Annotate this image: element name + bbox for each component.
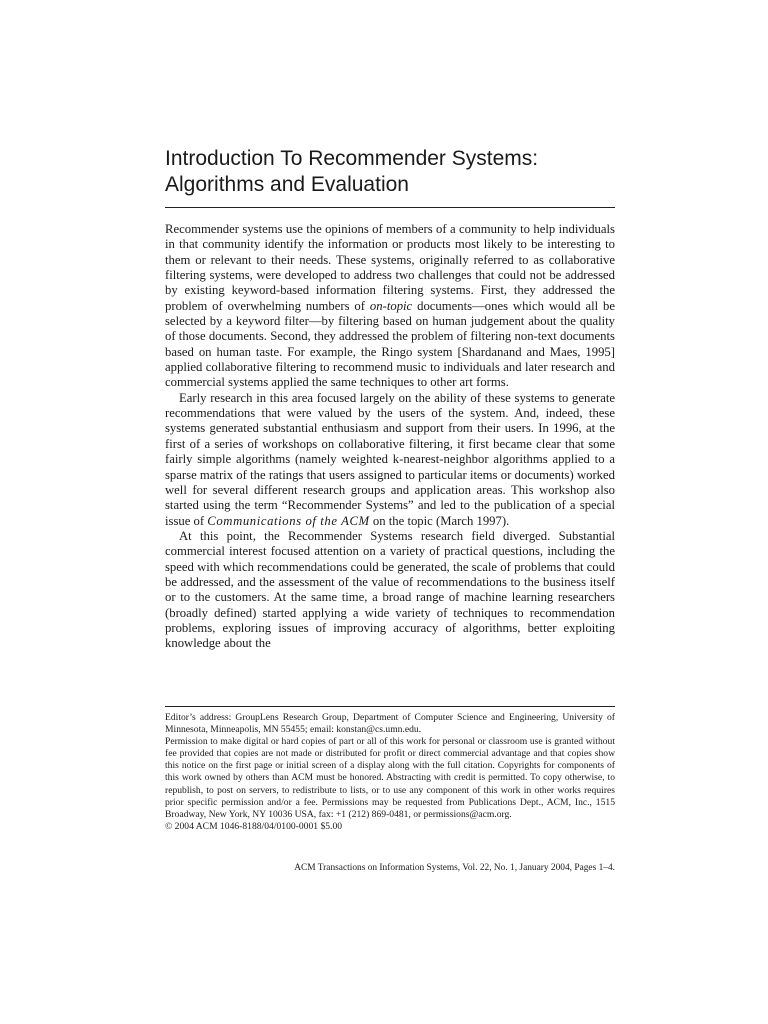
footnote-rule <box>165 706 615 707</box>
paragraph-2 <box>165 391 615 529</box>
title-line-2: Algorithms and Evaluation <box>165 173 409 196</box>
editor-address: Editor’s address: GroupLens Research Group, Department of Computer Science and Engineering, University of Minnesota, Minneapolis, MN 55455; email: konstan@cs.umn.edu. <box>165 712 615 736</box>
permission-notice: Permission to make digital or hard copies of part or all of this work for personal or classroom use is granted without fee provided that copies are not made or distributed for profit or direct commercial advantage and that copies show this notice on the first page or initial screen of a display along with the full citation. Copyrights for components of this work owned by others than ACM must be honored. Abstracting with credit is permitted. To copy otherwise, to republish, to post on servers, to redistribute to lists, or to use any component of this work in other works requires prior specific permission and/or a fee. Permissions may be requested from Publications Dept., ACM, Inc., 1515 Broadway, New York, NY 10036 USA, fax: +1 (212) 869-0481, or permissions@acm.org. <box>165 736 615 820</box>
journal-running-foot: ACM Transactions on Information Systems, Vol. 22, No. 1, January 2004, Pages 1–4. <box>294 863 615 873</box>
copyright-line: © 2004 ACM 1046-8188/04/0100-0001 $5.00 <box>165 820 343 832</box>
title-rule <box>165 207 615 208</box>
paragraph-1 <box>165 222 615 391</box>
paper-title <box>165 146 615 198</box>
emphasis-on-topic: on-topic <box>369 298 413 313</box>
paragraph-2-text-b: on the topic (March 1997). <box>369 513 510 528</box>
footnote <box>165 712 615 833</box>
title-line-1: Introduction To Recommender Systems: <box>165 147 539 170</box>
paragraph-3: At this point, the Recommender Systems research field diverged. Substantial commercial interest focused attention on a variety of practical questions, including the speed with which recommendations could be generated, the scale of problems that could be addressed, and the assessment of the value of recommendations to the business itself or to the customers. At the same time, a broad range of machine learning researchers (broadly defined) started applying a wide variety of techniques to recommendation problems, exploring issues of improving accuracy of algorithms, better exploiting knowledge about the <box>165 528 615 651</box>
journal-name-cacm: Communications of the ACM <box>207 513 370 528</box>
paragraph-1-text-b: documents—ones which would all be selected by a keyword filter—by filtering based on human judgement about the quality of those documents. Second, they addressed the problem of filtering non-text documents based on human taste. For example, the Ringo system [Shardanand and Maes, 1995] applied collaborative filtering to recommend music to individuals and later research and commercial systems applied the same techniques to other art forms. <box>165 298 615 390</box>
paragraph-2-text-a: Early research in this area focused largely on the ability of these systems to generate recommendations that were valued by the users of the system. And, indeed, these systems generated substantial enthusiasm and support from their users. In 1996, at the first of a series of workshops on collaborative filtering, it first became clear that some fairly simple algorithms (namely weighted k-nearest-neighbor algorithms applied to a sparse matrix of the ratings that users assigned to particular items or documents) worked well for several different research groups and application areas. This workshop also started using the term “Recommender Systems” and led to the publication of a special issue of <box>165 390 615 528</box>
body-text <box>165 222 615 652</box>
paragraph-1-text-a: Recommender systems use the opinions of members of a community to help individuals in that community identify the information or products most likely to be interesting to them or relevant to their needs. These systems, originally referred to as collaborative filtering systems, were developed to address two challenges that could not be addressed by existing keyword-based information filtering systems. First, they addressed the problem of overwhelming numbers of <box>165 222 615 313</box>
